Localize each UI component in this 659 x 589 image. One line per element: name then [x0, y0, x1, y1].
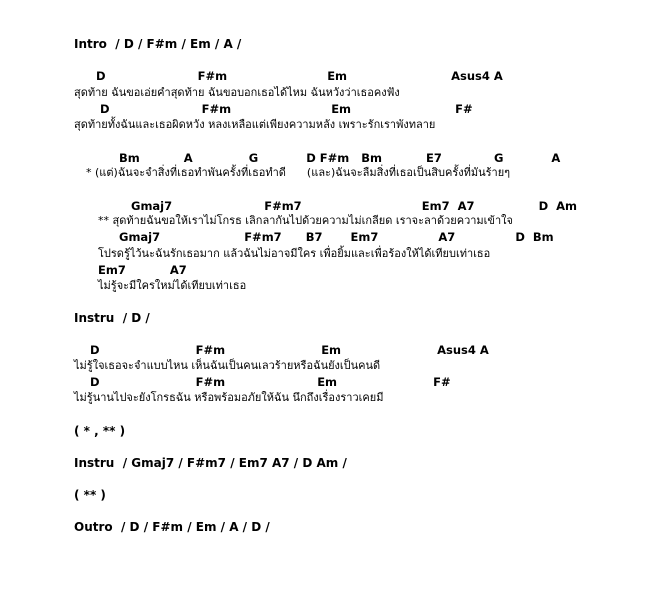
- verse2-lyric-2: ไม่รู้นานไปจะยังโกรธฉัน หรือพร้อมอภัยให้ฉัน นึกถึงเรื่องราวเคยมี: [74, 391, 384, 404]
- chorus-lyric-3: ไม่รู้จะมีใครใหม่ได้เทียบเท่าเธอ: [98, 279, 247, 292]
- chorus-lyric-2: โปรดรู้ไว้นะฉันรักเธอมาก แล้วฉันไม่อาจมีใคร เพื่อยิ้มและเพื่อร้องให้ได้เทียบเท่าเธอ: [98, 247, 491, 260]
- verse2-chords-1: D F#m Em Asus4 A: [90, 343, 489, 357]
- prechorus-chords: Bm A G D F#m Bm E7 G A: [119, 151, 561, 165]
- verse2-chords-2: D F#m Em F#: [90, 375, 451, 389]
- chorus-chords-1: Gmaj7 F#m7 Em7 A7 D Am: [131, 199, 578, 213]
- instru-line-2: Instru / Gmaj7 / F#m7 / Em7 A7 / D Am /: [74, 456, 347, 470]
- verse1-chords-2: D F#m Em F#: [100, 102, 473, 116]
- verse1-lyric-2: สุดท้ายทั้งฉันและเธอผิดหวัง หลงเหลือแต่เพียงความหลัง เพราะรักเราพังทลาย: [74, 118, 436, 131]
- prechorus-lyric: * (แต่)ฉันจะจำสิ่งที่เธอทำพันครั้งที่เธอทำดี (และ)ฉันจะลืมสิ่งที่เธอเป็นสิบครั้งที่มันร้ายๆ: [86, 166, 511, 179]
- repeat-marker-1: ( * , ** ): [74, 424, 126, 438]
- verse1-chords-1: D F#m Em Asus4 A: [96, 69, 503, 83]
- chorus-lyric-1: ** สุดท้ายฉันขอให้เราไม่โกรธ เลิกลากันไปด้วยความไม่เกลียด เราจะลาด้วยความเข้าใจ: [98, 214, 513, 227]
- instru-line-1: Instru / D /: [74, 311, 150, 325]
- chorus-chords-2: Gmaj7 F#m7 B7 Em7 A7 D Bm: [119, 230, 554, 244]
- repeat-marker-2: ( ** ): [74, 488, 106, 502]
- intro-line: Intro / D / F#m / Em / A /: [74, 37, 242, 51]
- outro-line: Outro / D / F#m / Em / A / D /: [74, 520, 270, 534]
- chorus-chords-3: Em7 A7: [98, 263, 187, 277]
- verse1-lyric-1: สุดท้าย ฉันขอเอ่ยคำสุดท้าย ฉันขอบอกเธอได้ไหม ฉันหวังว่าเธอคงฟัง: [74, 86, 400, 99]
- verse2-lyric-1: ไม่รู้ใจเธอจะจำแบบไหน เห็นฉันเป็นคนเลวร้ายหรือฉันยังเป็นคนดี: [74, 359, 381, 372]
